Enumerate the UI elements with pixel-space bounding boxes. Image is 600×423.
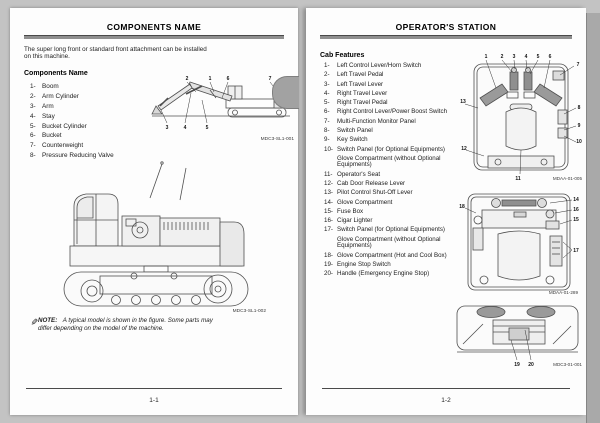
item-number: 18- — [324, 251, 333, 259]
note-label: NOTE: — [38, 317, 58, 324]
list-item — [324, 227, 474, 249]
item-sublabel: Glove Compartment (without Optional Equipments) — [337, 154, 441, 169]
figure-caption: MDC3-SL1-002 — [232, 309, 266, 314]
item-number: 14- — [324, 198, 333, 206]
item-label: Right Travel Pedal — [337, 99, 388, 107]
item-number: 3- — [30, 102, 36, 110]
item-label: Counterweight — [42, 142, 84, 150]
figure-callout: 6 — [548, 54, 552, 60]
figure-callout: 15 — [573, 217, 579, 223]
list-item — [324, 91, 474, 98]
item-number: 9- — [324, 136, 330, 144]
item-sublabel: Glove Compartment (without Optional Equipments) — [337, 235, 441, 250]
list-item — [324, 200, 474, 207]
item-number: 11- — [324, 170, 333, 178]
list-item — [324, 63, 474, 70]
list-item — [324, 172, 474, 179]
list-item — [324, 119, 474, 126]
item-label: Fuse Box — [337, 207, 364, 215]
figure-callout: 19 — [514, 362, 520, 368]
figure-callout: 2 — [500, 54, 504, 60]
list-item — [324, 128, 474, 135]
item-label: Switch Panel (for Optional Equipments) — [337, 226, 445, 234]
item-number: 1- — [30, 83, 36, 90]
item-number: 2- — [30, 92, 36, 100]
figure-superlong-front — [150, 70, 296, 142]
note-pencil-icon: ✎ — [29, 318, 39, 326]
list-item — [324, 190, 474, 197]
item-label: Pilot Control Shut-Off Lever — [337, 189, 413, 197]
list-item — [324, 262, 474, 269]
figure-caption: MDAA-01-005 — [552, 176, 582, 181]
figure-caption: MDC3-SL1-001 — [260, 137, 294, 142]
figure-callout: 5 — [205, 125, 209, 131]
list-item — [30, 124, 150, 131]
item-label: Arm Cylinder — [42, 92, 79, 100]
item-label: Left Travel Pedal — [337, 71, 384, 79]
item-label: Glove Compartment (Hot and Cool Box) — [337, 251, 447, 259]
item-number: 7- — [30, 142, 36, 150]
item-number: 12- — [324, 179, 333, 187]
note-text: A typical model is shown in the figure. Some parts may differ depending on the model of the machine. — [38, 317, 213, 332]
figure-callout: 20 — [528, 362, 534, 368]
figure-callout: 2 — [185, 76, 189, 82]
list-item — [324, 218, 474, 225]
figure-callout: 16 — [573, 207, 579, 213]
list-item — [324, 72, 474, 79]
item-number: 3- — [324, 80, 330, 88]
figure-machine-side-view — [44, 158, 268, 314]
item-label: Pressure Reducing Valve — [42, 152, 114, 160]
figure-callout: 8 — [577, 105, 581, 111]
item-number: 2- — [324, 71, 330, 79]
item-number: 19- — [324, 260, 333, 268]
section-thumb-tab — [272, 76, 299, 109]
figure-callout: 1 — [484, 54, 488, 60]
item-label: Switch Panel — [337, 126, 373, 134]
item-number: 16- — [324, 217, 333, 225]
figure-engine-stop — [453, 300, 586, 370]
section-heading: Cab Features — [320, 52, 365, 59]
note-block — [26, 317, 216, 332]
footer-rule — [26, 388, 282, 389]
figure-callout: 4 — [524, 54, 528, 60]
item-label: Left Travel Lever — [337, 80, 384, 88]
list-item — [30, 143, 150, 150]
figure-callout: 1 — [208, 76, 212, 82]
excavator-superlong-drawing — [150, 70, 292, 132]
item-label: Key Switch — [337, 136, 368, 144]
page-number: 1-2 — [441, 397, 451, 404]
item-number: 1- — [324, 62, 330, 69]
item-label: Cab Door Release Lever — [337, 179, 406, 187]
item-number: 13- — [324, 189, 333, 197]
list-item — [324, 147, 474, 169]
item-number: 17- — [324, 226, 333, 234]
item-number: 15- — [324, 207, 333, 215]
figure-callout: 13 — [460, 99, 466, 105]
item-label: Multi-Function Monitor Panel — [337, 117, 416, 125]
item-label: Bucket — [42, 132, 62, 140]
item-number: 4- — [30, 112, 36, 120]
page-title: COMPONENTS NAME — [106, 22, 202, 32]
figure-caption: MDC3-01-001 — [553, 362, 582, 367]
item-label: Bucket Cylinder — [42, 122, 87, 130]
item-number: 8- — [30, 152, 36, 160]
figure-caption: MDAA-01-289 — [548, 290, 578, 295]
page-number: 1-1 — [149, 397, 159, 404]
item-number: 8- — [324, 126, 330, 134]
list-item — [324, 100, 474, 107]
title-rule — [24, 35, 284, 39]
engine-stop-drawing — [453, 300, 584, 368]
manual-page-right — [306, 8, 586, 415]
list-item — [324, 109, 474, 116]
book-edge — [586, 13, 600, 423]
figure-callout: 10 — [576, 139, 582, 145]
list-item — [30, 94, 150, 101]
list-item — [324, 137, 474, 144]
figure-callout: 18 — [459, 204, 465, 210]
figure-callout: 5 — [536, 54, 540, 60]
item-label: Right Control Lever/Power Boost Switch — [337, 108, 448, 116]
item-label: Boom — [42, 83, 59, 90]
item-number: 6- — [324, 108, 330, 116]
list-item — [30, 84, 150, 91]
item-label: Stay — [42, 112, 55, 120]
list-item — [324, 181, 474, 188]
item-label: Operator's Seat — [337, 170, 381, 178]
figure-cab-top-view-2 — [458, 188, 584, 298]
item-label: Left Control Lever/Horn Switch — [337, 62, 422, 69]
item-number: 7- — [324, 117, 330, 125]
figure-callout: 9 — [577, 123, 581, 129]
figure-cab-top-view-1 — [458, 50, 586, 186]
list-item — [30, 104, 150, 111]
cab-top-drawing-1 — [458, 50, 584, 182]
page-title: OPERATOR'S STATION — [395, 22, 497, 32]
item-number: 10- — [324, 145, 333, 153]
item-number: 4- — [324, 89, 330, 97]
footer-rule — [322, 388, 570, 389]
list-item — [324, 209, 474, 216]
figure-callout: 6 — [226, 76, 230, 82]
list-item — [30, 133, 150, 140]
item-label: Cigar Lighter — [337, 217, 373, 225]
item-label: Engine Stop Switch — [337, 260, 391, 268]
item-label: Right Travel Lever — [337, 89, 388, 97]
figure-callout: 12 — [461, 146, 467, 152]
cab-features-list — [324, 63, 474, 280]
list-item — [30, 114, 150, 121]
item-label: Glove Compartment — [337, 198, 393, 206]
item-number: 6- — [30, 132, 36, 140]
figure-callout: 17 — [573, 248, 579, 254]
components-list — [30, 84, 150, 163]
excavator-side-drawing — [44, 158, 264, 308]
figure-callout: 3 — [165, 125, 169, 131]
list-item — [324, 253, 474, 260]
manual-page-left — [10, 8, 298, 415]
figure-callout: 7 — [268, 76, 272, 82]
title-rule — [320, 35, 572, 39]
item-label: Switch Panel (for Optional Equipments) — [337, 145, 445, 153]
figure-callout: 14 — [573, 197, 579, 203]
item-number: 5- — [30, 122, 36, 130]
section-heading: Components Name — [24, 70, 88, 77]
item-number: 20- — [324, 270, 333, 278]
list-item — [324, 82, 474, 89]
figure-callout: 7 — [576, 62, 580, 68]
item-label: Arm — [42, 102, 54, 110]
figure-callout: 11 — [515, 176, 521, 182]
item-label: Handle (Emergency Engine Stop) — [337, 270, 430, 278]
figure-callout: 4 — [183, 125, 187, 131]
cab-top-drawing-2 — [458, 188, 580, 296]
item-number: 5- — [324, 99, 330, 107]
figure-callout: 3 — [512, 54, 516, 60]
intro-paragraph: The super long front or standard front attachment can be installed on this machine. — [24, 46, 207, 61]
list-item — [324, 271, 474, 278]
